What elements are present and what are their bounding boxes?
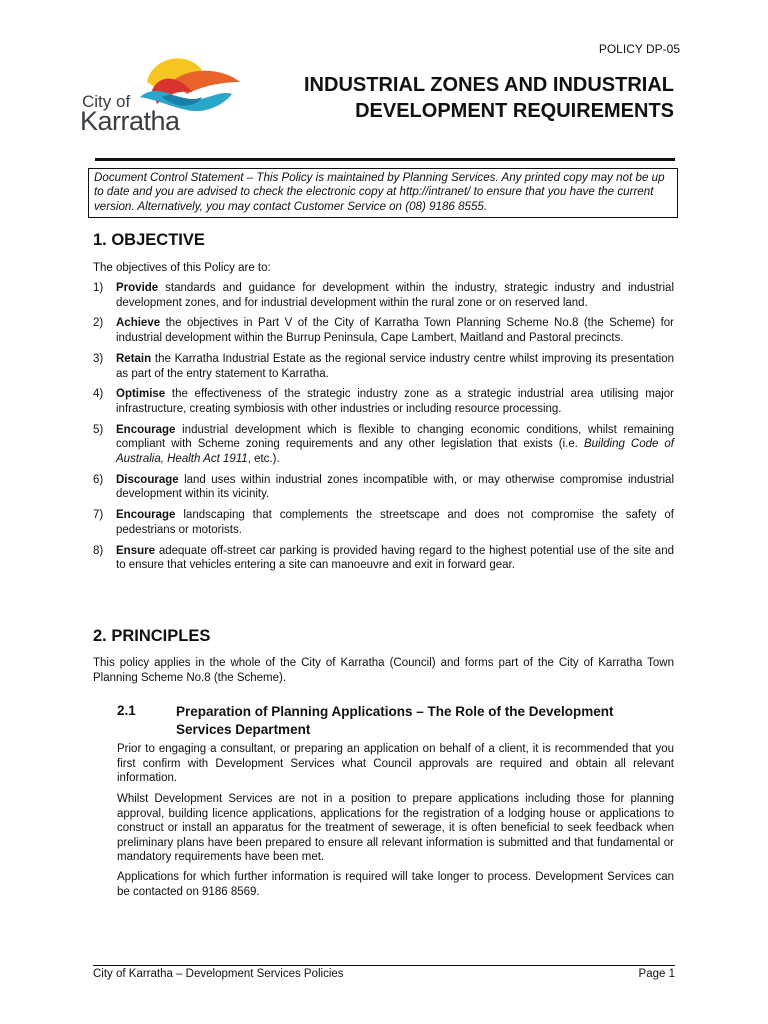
objective-item-verb: Achieve — [116, 317, 161, 330]
objective-item — [93, 281, 674, 310]
objective-item — [93, 387, 674, 416]
objective-intro: The objectives of this Policy are to: — [93, 262, 271, 274]
objective-item-number: 7) — [93, 509, 104, 522]
objective-item-text: the Karratha Industrial Estate as the regional service industry centre whilst improving its presentation as part of the entry statement to Karratha. — [116, 352, 674, 380]
objective-item-number: 2) — [93, 317, 104, 330]
objective-item-tail: , etc.). — [247, 453, 280, 466]
objective-item — [93, 423, 674, 467]
objective-item — [93, 352, 674, 381]
objective-item-italic: Building Code of Australia, Health Act 1911 — [116, 438, 674, 466]
objective-item-verb: Optimise — [116, 388, 166, 401]
objective-item-text: land uses within industrial zones incompatible with, or may otherwise compromise industrial development within its vicinity. — [116, 473, 674, 501]
objective-item-text: adequate off-street car parking is provided having regard to the highest potential use of the site and to ensure that vehicles entering a site can manoeuvre and exit in forward gear. — [116, 544, 674, 572]
subsection-heading: Preparation of Planning Applications – The Role of the Development Services Department — [176, 704, 614, 737]
objective-item-number: 6) — [93, 473, 104, 486]
page-number: Page 1 — [638, 968, 675, 980]
objective-item — [93, 473, 674, 502]
objective-item — [93, 544, 674, 573]
title-line-2: DEVELOPMENT REQUIREMENTS — [355, 100, 674, 122]
objective-item-text: industrial development which is flexible to changing economic conditions, whilst remaining compliant with Scheme zoning requirements and any other legislation that exists (i.e. — [116, 423, 674, 451]
objective-item-number: 5) — [93, 423, 104, 436]
policy-code: POLICY DP-05 — [598, 42, 680, 56]
objective-item-number: 4) — [93, 388, 104, 401]
objective-item-verb: Retain — [116, 352, 152, 365]
principles-heading: 2. PRINCIPLES — [93, 627, 211, 645]
objective-item — [93, 316, 674, 345]
objective-item-verb: Encourage — [116, 509, 176, 522]
page-title — [304, 72, 674, 124]
objective-item-number: 3) — [93, 352, 104, 365]
objective-item-verb: Provide — [116, 282, 159, 294]
objective-item — [93, 508, 674, 537]
objective-item-text: standards and guidance for development within the industry, strategic industry and industrial development zones, and for industrial development within the rural zone or on reserved land. — [116, 282, 674, 309]
objective-heading: 1. OBJECTIVE — [93, 231, 205, 249]
objective-list — [93, 281, 674, 579]
objective-item-number: 1) — [93, 282, 104, 294]
objective-item-text: landscaping that complements the streetscape and does not compromise the safety of pedestrians or motorists. — [116, 509, 674, 536]
subsection-paragraph-1: Prior to engaging a consultant, or preparing an application on behalf of a client, it is recommended that you first confirm with Development Services what Council approvals are required and obtain all relevant information. — [117, 743, 674, 784]
principles-intro: This policy applies in the whole of the City of Karratha (Council) and forms part of the City of Karratha Town Planning Scheme No.8 (the Scheme). — [93, 657, 674, 684]
objective-item-verb: Ensure — [116, 544, 155, 557]
subsection-number: 2.1 — [117, 703, 136, 718]
logo-city-text: City of — [82, 92, 131, 111]
city-of-karratha-logo — [80, 52, 230, 142]
objective-item-number: 8) — [93, 544, 104, 557]
objective-item-verb: Encourage — [116, 423, 176, 436]
objective-item-verb: Discourage — [116, 473, 179, 486]
document-control-statement: Document Control Statement – This Policy is maintained by Planning Services. Any printed copy may not be up to date and you are advised to check the electronic copy at http://intranet/ to ensure that you have the current version. Alternatively, you may contact Customer Service on (08) 9186 8555. — [88, 168, 678, 218]
objective-item-text: the objectives in Part V of the City of Karratha Town Planning Scheme No.8 (the Scheme) for industrial development within the Burrup Peninsula, Cape Lambert, Maitland and Pastoral precincts. — [116, 317, 674, 345]
logo-karratha-text: Karratha — [80, 106, 180, 136]
footer-title: City of Karratha – Development Services Policies — [93, 968, 344, 980]
objective-item-text: the effectiveness of the strategic industry zone as a strategic industrial area utilising major infrastructure, creating symbiosis with other industries or including resource processing. — [116, 388, 674, 415]
title-divider — [95, 158, 675, 161]
subsection-paragraph-3: Applications for which further information is required will take longer to process. Development Services can be contacted on 9186 8569. — [117, 871, 674, 898]
footer-divider — [93, 965, 675, 966]
title-line-1: INDUSTRIAL ZONES AND INDUSTRIAL — [304, 74, 674, 96]
subsection-paragraph-2: Whilst Development Services are not in a position to prepare applications including those for planning approval, building licence applications, applications for the registration of a lodging house or applications to construct or install an apparatus for the treatment of sewerage, it is often beneficial to seek feedback when preliminary plans have been prepared to ensure all relevant information is submitted and that fundamental or mandatory requirements have been met. — [117, 793, 674, 863]
